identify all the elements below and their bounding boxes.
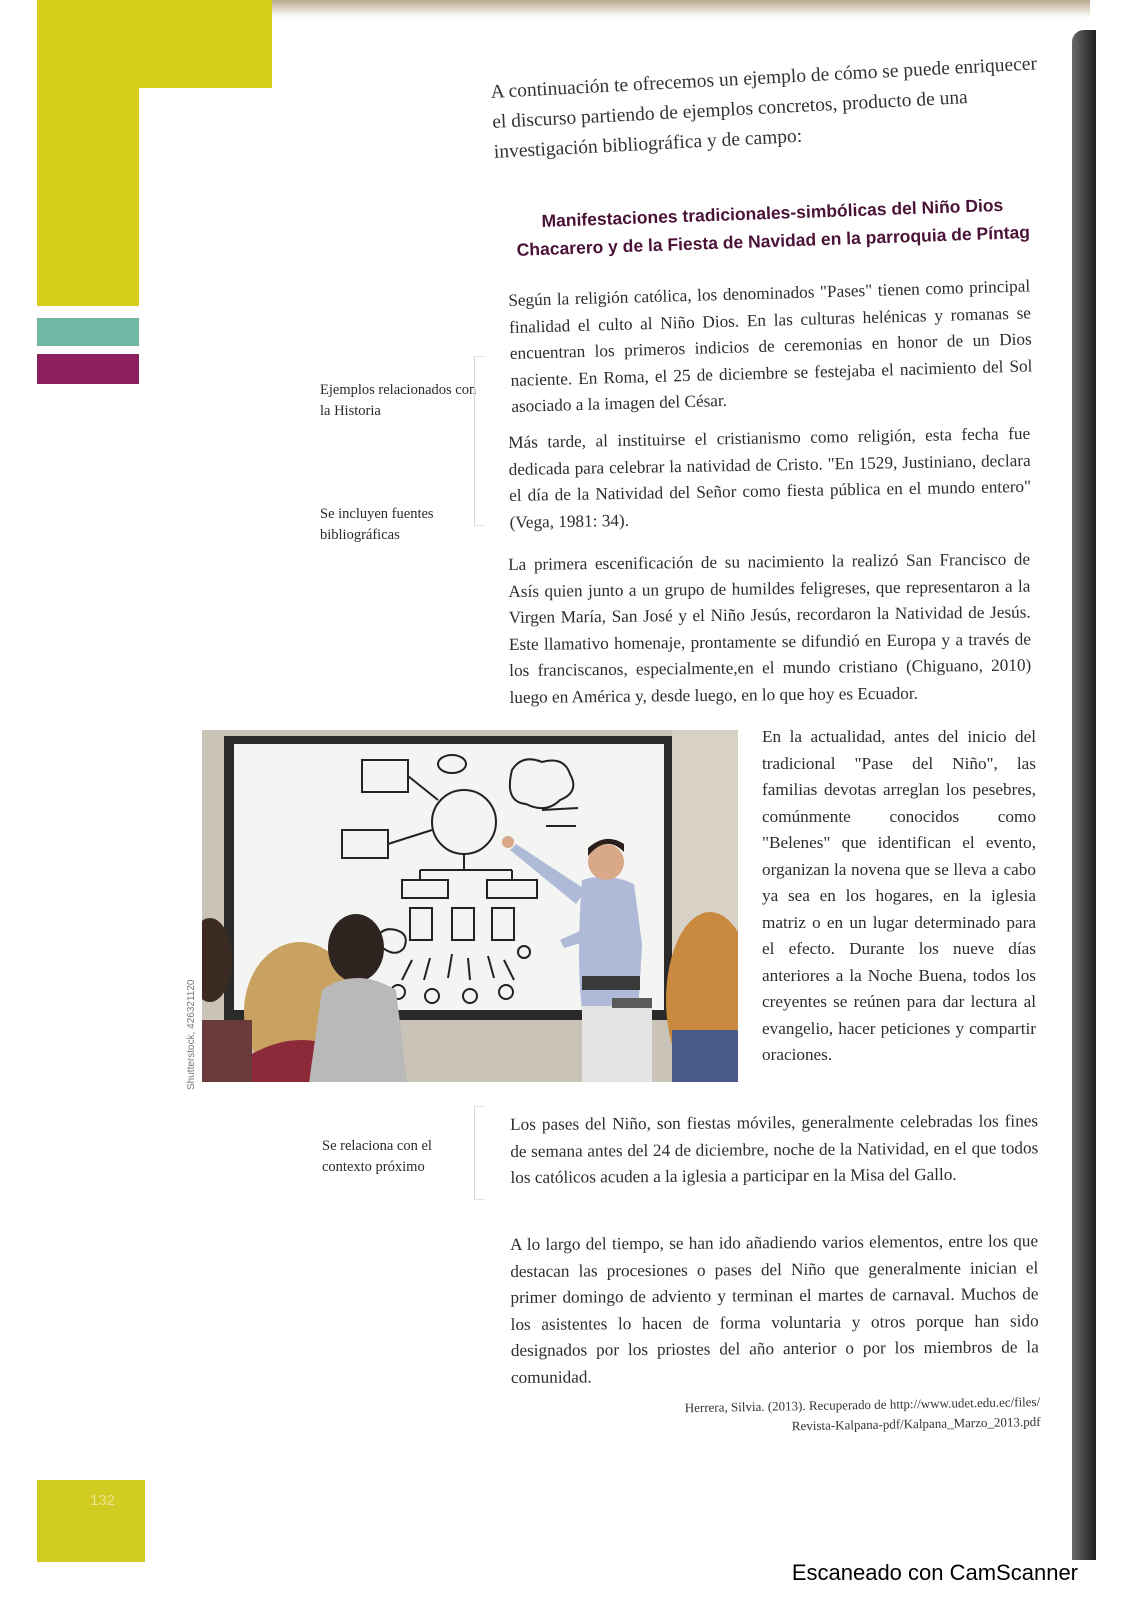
decor-yellow-block-top (37, 0, 272, 88)
side-note-sources: Se incluyen fuentes bibliográficas (320, 506, 434, 543)
decor-magenta-bar (37, 354, 139, 384)
paragraph-4: En la actualidad, antes del inicio del tradicional "Pase del Niño", las familias devotas arreglan los pesebres, comúnmente conocidos como "Belenes" que identifican el evento, organizan la novena que se lleva a cabo ya sea en los hogares, en la iglesia matriz o en un lugar determinado para el efecto. Durante los nueve días anteriores a la Noche Buena, todos los creyentes se reúnen para dar lectura al evangelio, hacer peticiones y compartir oraciones. (762, 727, 1036, 1064)
book-spine-shadow (1072, 30, 1096, 1560)
scanner-watermark: Escaneado con CamScanner (791, 1560, 1078, 1585)
scan-left-margin (0, 0, 37, 1600)
intro-paragraph: A continuación te ofrecemos un ejemplo de cómo se puede enriquecer el discurso partiendo de ejemplos concretos, producto de una investigación bibliográfica y de campo: (490, 53, 1038, 163)
page-top-shadow (260, 0, 1090, 18)
citation-line-1: Herrera, Silvia. (2013). Recuperado de http://www.udet.edu.ec/files/ (684, 1393, 1041, 1416)
page-number: 132 (90, 1492, 116, 1509)
side-note-history: Ejemplos relacionados con la Historia (320, 382, 477, 419)
paragraph-6: A lo largo del tiempo, se han ido añadiendo varios elementos, entre los que destacan las procesiones o pases del Niño que generalmente inician el primer domingo de adviento y terminan el martes de carnaval. Muchos de los asistentes lo hacen de forma voluntaria y otros porque han sido designados por los priostes del año anterior o por los miembros de la comunidad. (510, 1231, 1039, 1387)
photo-credit: Shutterstock, 426321120 (186, 979, 197, 1090)
paragraph-1: Según la religión católica, los denominados "Pases" tienen como principal finalidad el culto al Niño Dios. En las culturas helénicas y romanas se encuentran los primeros indicios de ceremonias en honor de un Dios naciente. En Roma, el 25 de diciembre se festejaba el nacimiento del Sol asociado a la imagen del César. (508, 276, 1033, 416)
source-citation (600, 1392, 1041, 1440)
decor-yellow-block-left (37, 88, 139, 306)
section-heading: Manifestaciones tradicionales-simbólicas del Niño Dios Chacarero y de la Fiesta de Navidad en la parroquia de Píntag (516, 194, 1031, 260)
citation-line-2: Revista-Kalpana-pdf/Kalpana_Marzo_2013.pdf (791, 1413, 1041, 1434)
annotation-bracket (474, 1106, 485, 1200)
paragraph-5: Los pases del Niño, son fiestas móviles, generalmente celebradas los fines de semana antes del 24 de diciembre, noche de la Natividad, en el que todos los católicos acuden a la iglesia a participar en la Misa del Gallo. (510, 1111, 1039, 1187)
classroom-photo (202, 730, 738, 1082)
side-note-context: Se relaciona con el contexto próximo (322, 1138, 432, 1175)
annotation-bracket (474, 356, 485, 526)
classroom-photo-illustration (202, 730, 738, 1082)
decor-teal-bar (37, 318, 139, 346)
paragraph-2: Más tarde, al instituirse el cristianismo como religión, esta fecha fue dedicada para celebrar la natividad de Cristo. "En 1529, Justiniano, declara el día de la Natividad del Señor como fiesta pública en el mundo entero" (Vega, 1981: 34). (508, 423, 1032, 532)
paragraph-3: La primera escenificación de su nacimiento la realizó San Francisco de Asís quien junto a un grupo de humildes feligreses, que representaron a la Virgen María, San José y el Niño Jesús, recordaron la Natividad de Jesús. Este llamativo homenaje, prontamente se difundió en Europa y a través de los franciscanos, especialmente,en el mundo cristiano (Chiguano, 2010) luego en América y, desde luego, en lo que hoy es Ecuador. (508, 549, 1032, 707)
scan-right-margin (1096, 0, 1130, 1600)
